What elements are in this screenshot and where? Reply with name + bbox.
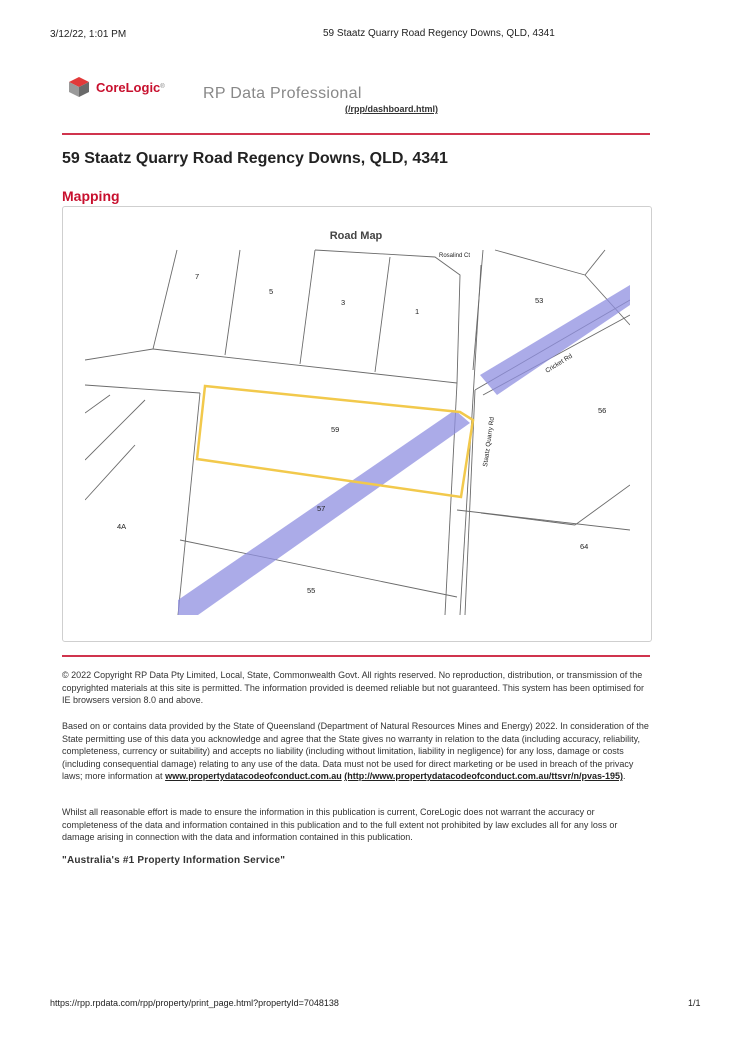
code-of-conduct-url-link[interactable]: (http://www.propertydatacodeofconduct.com.au/ttsvr/n/pvas-195) bbox=[344, 771, 623, 781]
lot-label: 57 bbox=[317, 504, 326, 513]
mapping-heading: Mapping bbox=[62, 188, 120, 204]
qld-data-text: Based on or contains data provided by the State of Queensland (Department of Natural Resources Mines and Energy) 2022. In consideration of the State permitting use of this data you acknowledge and agree that the State gives no warranty in relation to the data (including accuracy, reliability, completeness, currency or suitability) and accepts no liability (including without limitation, liability in negligence) for any loss, damage or costs (including consequential damage) relating to any use of the data. Data must not be used for direct marketing or be used in breach of the privacy laws; more information at bbox=[62, 721, 649, 781]
lot-label: 7 bbox=[195, 272, 200, 281]
lot-label: 1 bbox=[415, 307, 420, 316]
corelogic-logo[interactable] bbox=[68, 76, 165, 98]
tagline: "Australia's #1 Property Information Service" bbox=[62, 855, 286, 866]
road-label-rosalind: Rosalind Ct bbox=[439, 253, 471, 259]
lot-label: 3 bbox=[341, 298, 346, 307]
road-label-cricket: Cricket Rd bbox=[544, 352, 574, 375]
lot-label: 4A bbox=[117, 522, 127, 531]
lot-label: 56 bbox=[598, 406, 607, 415]
product-name: RP Data Professional bbox=[203, 85, 362, 102]
lot-label: 55 bbox=[307, 586, 316, 595]
header-divider bbox=[62, 133, 650, 135]
lot-label: 53 bbox=[535, 296, 544, 305]
print-datetime: 3/12/22, 1:01 PM bbox=[50, 29, 127, 40]
map-title: Road Map bbox=[329, 230, 383, 242]
staatz-quarry-road bbox=[445, 265, 481, 615]
logo-wordmark: CoreLogic bbox=[96, 79, 161, 95]
cadastre-lines bbox=[85, 250, 630, 615]
footer-divider bbox=[62, 655, 650, 657]
road-label-staatz: Staatz Quarry Rd bbox=[482, 416, 496, 468]
qld-data-notice bbox=[62, 720, 652, 783]
lot-label: 64 bbox=[580, 542, 589, 551]
print-doc-title: 59 Staatz Quarry Road Regency Downs, QLD, 4341 bbox=[323, 28, 555, 39]
lot-label: 5 bbox=[269, 287, 274, 296]
easement-band-north bbox=[480, 285, 630, 395]
copyright-notice: © 2022 Copyright RP Data Pty Limited, Local, State, Commonwealth Govt. All rights reserved. No reproduction, distribution, or transmission of the copyrighted materials at this site is permitted. The information provided is deemed reliable but not guaranteed. This system has been optimised for IE browsers version 8.0 and above. bbox=[62, 670, 644, 705]
qld-data-end: . bbox=[622, 771, 626, 781]
print-url: https://rpp.rpdata.com/rpp/property/print_page.html?propertyId=7048138 bbox=[50, 998, 339, 1008]
page-title: 59 Staatz Quarry Road Regency Downs, QLD, 4341 bbox=[62, 150, 448, 167]
lot-label-subject: 59 bbox=[331, 425, 340, 434]
corelogic-cube-icon bbox=[68, 76, 90, 98]
logo-trademark: ® bbox=[160, 84, 165, 90]
disclaimer: Whilst all reasonable effort is made to ensure the information in this publication is current, CoreLogic does not warrant the accuracy or completeness of the data and information contained in this publication and to the full extent not prohibited by law excludes all for any loss or damage arising in connection with the data and information contained in this publication. bbox=[62, 807, 618, 842]
road-map[interactable] bbox=[85, 245, 630, 615]
dashboard-link[interactable]: (/rpp/dashboard.html) bbox=[345, 104, 438, 114]
page-number: 1/1 bbox=[688, 998, 701, 1008]
code-of-conduct-link[interactable]: www.propertydatacodeofconduct.com.au bbox=[165, 771, 342, 781]
